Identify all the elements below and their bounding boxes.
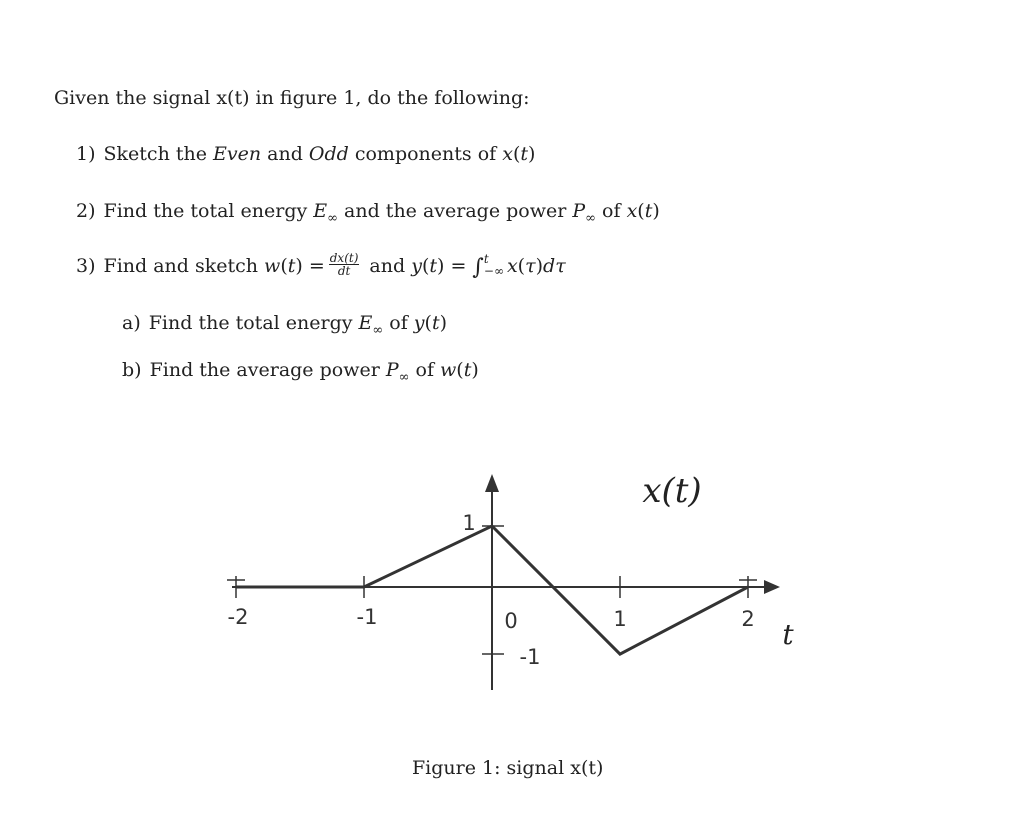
y-tick-label-neg1: -1 [519,645,541,669]
t-axis-label: t [782,618,794,651]
intro-text: Given the signal x(t) in figure 1, do the following: [54,87,530,109]
figure-caption: Figure 1: signal x(t) [412,757,604,779]
item-2: 2) Find the total energy $E_\infty$ and the average power $P_\infty$ of x(t) [76,200,660,226]
x-tick-label-neg2: -2 [227,605,249,629]
y-axis-arrow [485,474,499,492]
x-tick-label-neg1: -1 [356,605,378,629]
x-axis-arrow [764,580,780,594]
item-3: 3) Find and sketch w(t) = $\frac{dx(t)}{dt}$ and y(t) = ∫ t −∞ x(τ)dτ [76,250,566,280]
subitem-b: b) Find the average power $P_\infty$ of w(t) [122,359,479,385]
y-tick-label-1: 1 [462,511,476,535]
x-tick-label-2: 2 [741,607,755,631]
subitem-a: a) Find the total energy $E_\infty$ of y(t) [122,312,448,338]
x-tick-label-0: 0 [504,609,518,633]
figure-title: x(t) [642,471,702,511]
x-tick-label-1: 1 [613,607,627,631]
item-1: 1) Sketch the Even and Odd components of x(t) [76,143,536,165]
